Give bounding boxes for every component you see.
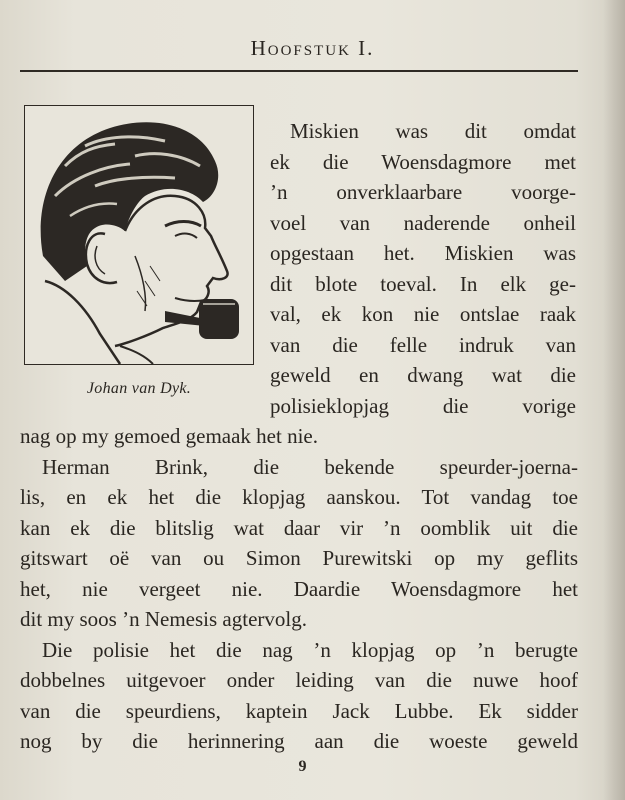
portrait-illustration xyxy=(25,106,253,364)
chapter-heading xyxy=(0,36,625,61)
text-line: Miskien was dit omdat xyxy=(290,119,576,143)
chapter-heading-text: Hoofstuk I. xyxy=(250,36,375,60)
text-line: opgestaan het. Miskien was xyxy=(270,241,576,265)
portrait-figure xyxy=(24,105,254,365)
page-spine-shadow xyxy=(603,0,625,800)
text-line: polisieklopjag die vorige xyxy=(270,393,576,418)
figure-caption: Johan van Dyk. xyxy=(86,380,192,397)
text-line: het, nie vergeet nie. Daardie Woensdagmore het xyxy=(20,576,578,601)
text-line: voel van naderende onheil xyxy=(270,210,576,235)
text-line: dobbelnes uitgevoer onder leiding van die nuwe hoof xyxy=(20,668,578,692)
text-line: dit my soos ’n Nemesis agtervolg. xyxy=(20,607,307,631)
page-number: 9 xyxy=(298,758,307,775)
heading-rule xyxy=(20,70,578,72)
text-line: ek die Woensdagmore met xyxy=(270,149,576,174)
text-line: gitswart oë van ou Simon Purewitski op my geflits xyxy=(20,546,578,570)
side-column-text xyxy=(270,116,576,421)
text-line: lis, en ek het die klopjag aanskou. Tot vandag toe xyxy=(20,485,578,509)
text-line: Die polisie het die nag ’n klopjag op ’n berugte xyxy=(42,637,578,662)
text-line: nag op my gemoed gemaak het nie. xyxy=(20,424,318,448)
text-line: geweld en dwang wat die xyxy=(270,363,576,387)
body-text xyxy=(20,421,578,757)
text-line: nog by die herinnering aan die woeste geweld xyxy=(20,729,578,753)
text-line: dit blote toeval. In elk ge- xyxy=(270,271,576,296)
text-line: van die felle indruk van xyxy=(270,332,576,357)
text-line: ’n onverklaarbare voorge- xyxy=(270,180,576,204)
text-line: kan ek die blitslig wat daar vir ’n oomblik uit die xyxy=(20,515,578,540)
text-line: van die speurdiens, kaptein Jack Lubbe. Ek sidder xyxy=(20,698,578,723)
text-line: Herman Brink, die bekende speurder-joerna- xyxy=(42,454,578,479)
text-line: val, ek kon nie ontslae raak xyxy=(270,302,576,326)
